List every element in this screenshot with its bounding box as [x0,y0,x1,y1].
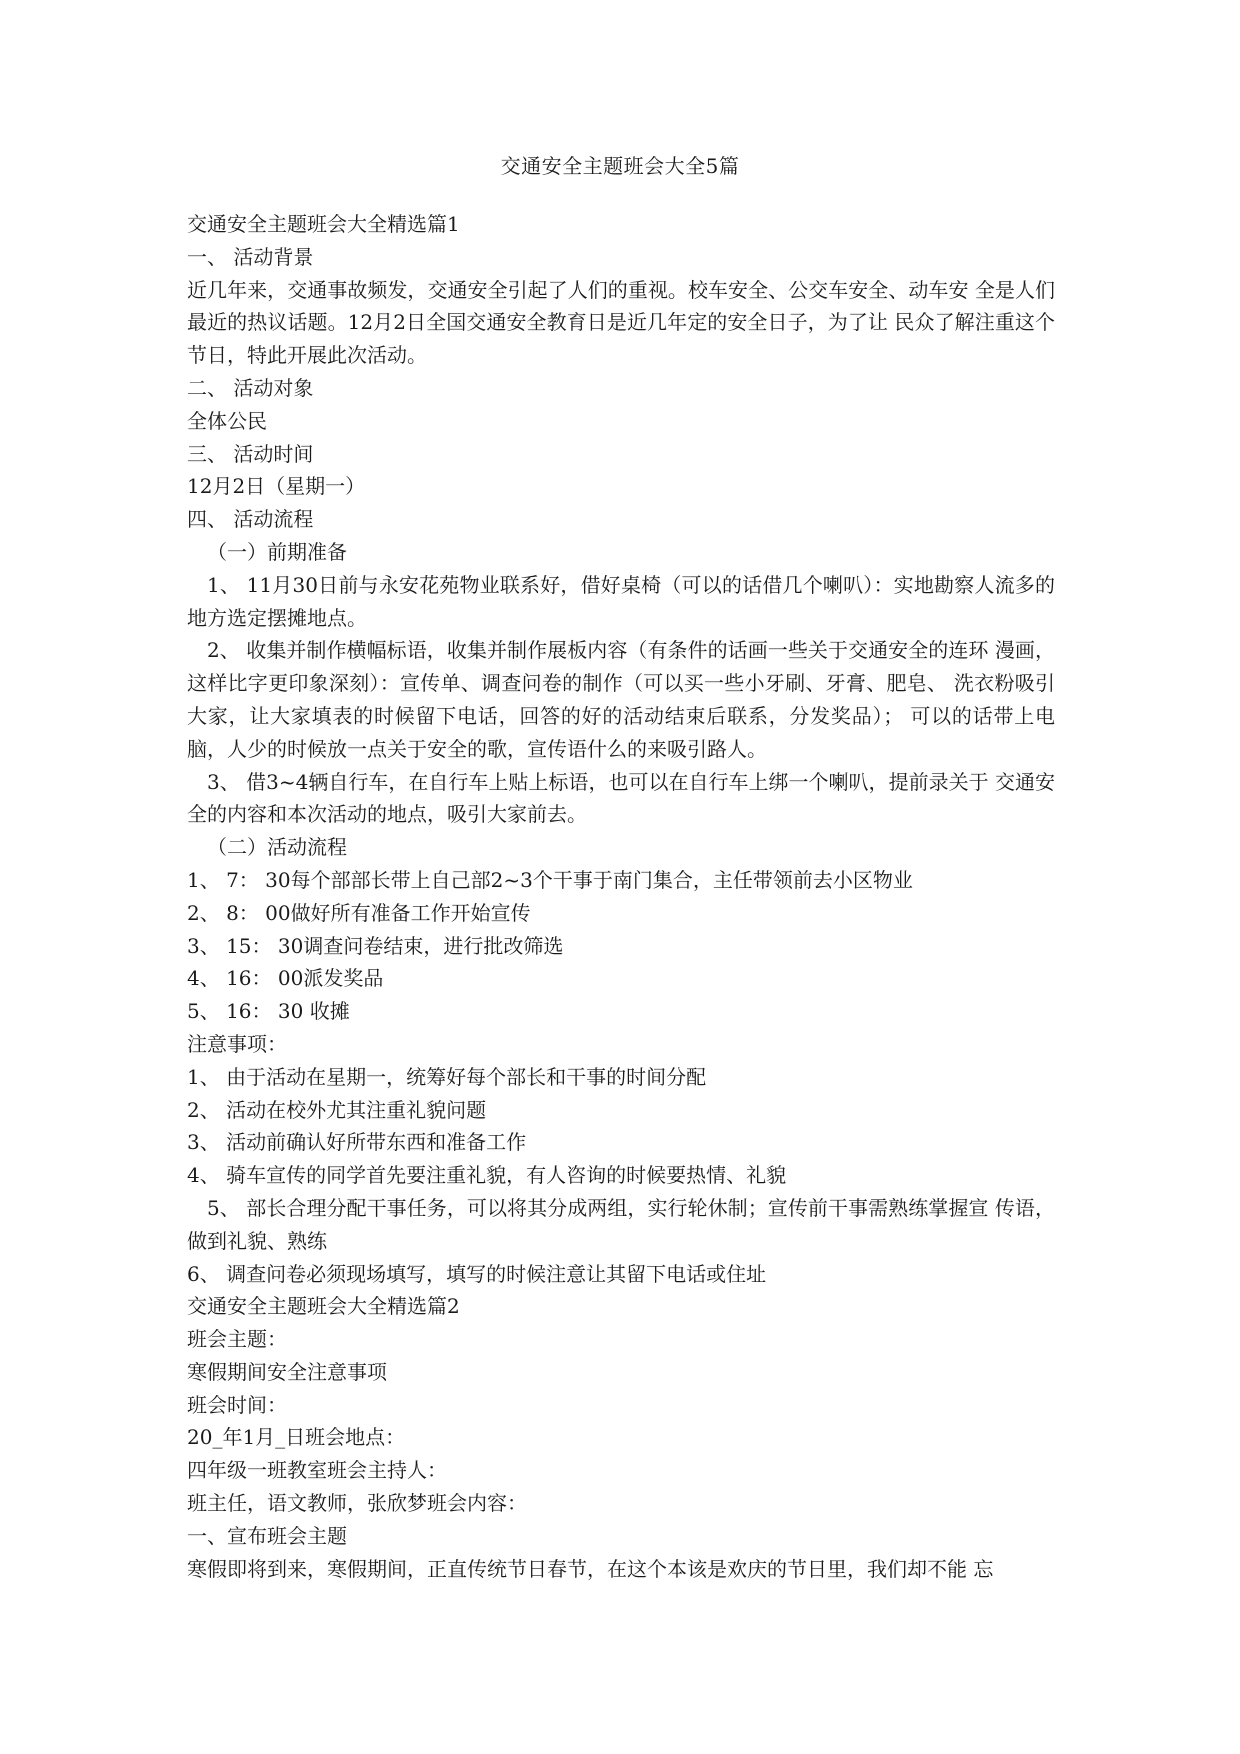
list-item: 5、 16： 30 收摊 [187,999,350,1024]
heading-activity-process: 四、 活动流程 [187,507,314,532]
heading-announce-theme: 一、宣布班会主题 [187,1523,347,1548]
list-item: 5、 部长合理分配干事任务，可以将其分成两组，实行轮休制；宣传前干事需熟练掌握宣 传语，做到礼貌、熟练 [187,1195,1055,1253]
heading-notes: 注意事项： [187,1031,287,1056]
document-title: 交通安全主题班会大全5篇 [500,154,740,178]
text-winter-break: 寒假即将到来，寒假期间，正直传统节日春节，在这个本该是欢庆的节日里，我们却不能 忘 [187,1556,994,1581]
list-item: 1、 7： 30每个部部长带上自己部2~3个干事于南门集合，主任带领前去小区物业 [187,867,913,892]
heading-activity-target: 二、 活动对象 [187,375,314,400]
section-heading: 交通安全主题班会大全精选篇2 [187,1294,460,1319]
list-item: 3、 活动前确认好所带东西和准备工作 [187,1130,527,1155]
list-item: 3、 15： 30调查问卷结束，进行批改筛选 [187,933,564,958]
label-meeting-theme: 班会主题： [187,1327,287,1352]
list-item: 1、 11月30日前与永安花苑物业联系好，借好桌椅（可以的话借几个喇叭）：实地勘察人流多的地方选定摆摊地点。 [187,572,1055,630]
list-item: 6、 调查问卷必须现场填写，填写的时候注意让其留下电话或住址 [187,1261,767,1286]
heading-activity-time: 三、 活动时间 [187,441,314,466]
list-item: 4、 骑车宣传的同学首先要注重礼貌，有人咨询的时候要热情、礼貌 [187,1163,787,1188]
text-meeting-time: 20_年1月_日班会地点： [187,1425,406,1450]
list-item: 4、 16： 00派发奖品 [187,966,384,991]
list-item: 2、 8： 00做好所有准备工作开始宣传 [187,900,531,925]
subheading-process: （二）活动流程 [207,835,347,860]
list-item: 3、 借3~4辆自行车，在自行车上贴上标语，也可以在自行车上绑一个喇叭，提前录关于 交通安全的内容和本次活动的地点，吸引大家前去。 [187,769,1055,827]
heading-activity-background: 一、 活动背景 [187,244,314,269]
list-item: 1、 由于活动在星期一，统筹好每个部长和干事的时间分配 [187,1064,707,1089]
list-item: 2、 活动在校外尤其注重礼貌问题 [187,1097,487,1122]
text-meeting-theme: 寒假期间安全注意事项 [187,1359,387,1384]
section-heading: 交通安全主题班会大全精选篇1 [187,212,460,236]
list-item: 2、 收集并制作横幅标语，收集并制作展板内容（有条件的话画一些关于交通安全的连环 漫画，这样比字更印象深刻）：宣传单、调查问卷的制作（可以买一些小牙刷、牙膏、肥皂、 洗衣粉吸引大家，让大家填表的时候留下电话，回答的好的活动结束后联系，分发奖品）； 可以的话带上电脑，人少的时候放一点关于安全的歌，宣传语什么的来吸引路人。 [187,638,1055,761]
text-target: 全体公民 [187,408,267,433]
text-meeting-place: 四年级一班教室班会主持人： [187,1458,447,1483]
label-meeting-time: 班会时间： [187,1392,287,1417]
text-time: 12月2日（星期一） [187,474,366,499]
paragraph-background: 近几年来，交通事故频发，交通安全引起了人们的重视。校车安全、公交车安全、动车安 全是人们最近的热议话题。12月2日全国交通安全教育日是近几年定的安全日子，为了让 民众了解注重这个节日，特此开展此次活动。 [187,277,1055,368]
document-body [187,208,1055,1585]
subheading-preparation: （一）前期准备 [207,539,347,564]
text-meeting-host: 班主任，语文教师，张欣梦班会内容： [187,1491,527,1516]
